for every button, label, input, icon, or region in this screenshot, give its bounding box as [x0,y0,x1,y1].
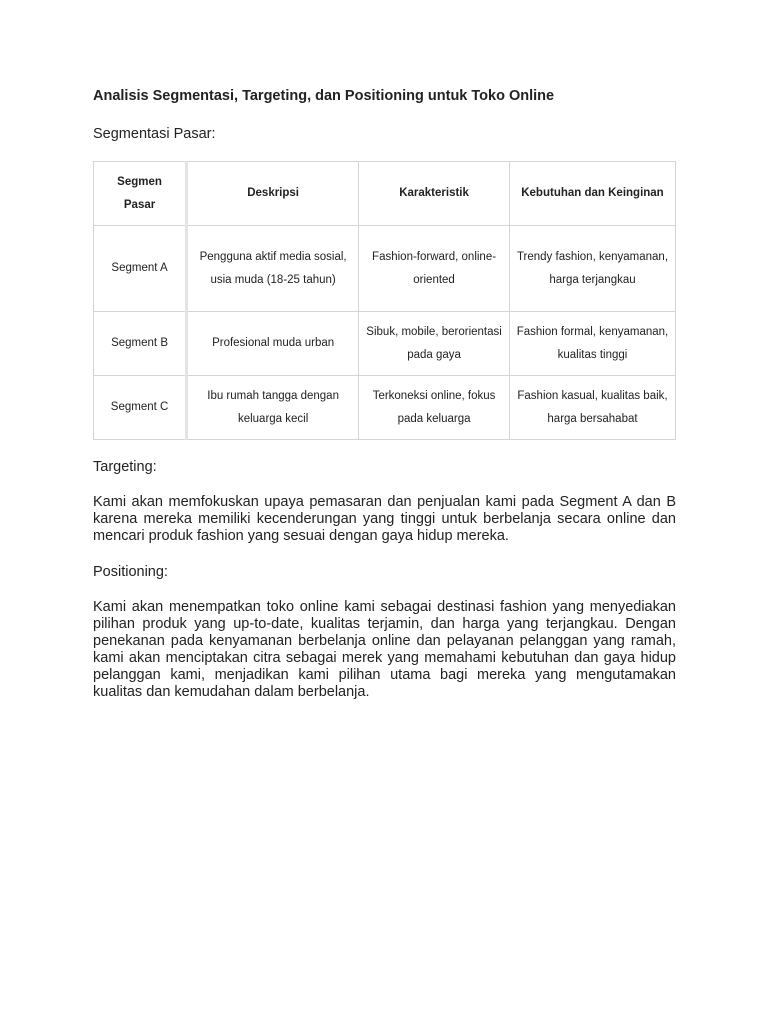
cell-description: Pengguna aktif media sosial, usia muda (18-25 tahun) [187,226,359,312]
column-header-segment: Segmen Pasar [94,162,187,226]
table-row [94,226,676,312]
cell-characteristics: Fashion-forward, online-oriented [359,226,510,312]
cell-segment: Segment B [94,312,187,376]
positioning-paragraph: Kami akan menempatkan toko online kami sebagai destinasi fashion yang menyediakan pilihan produk yang up-to-date, kualitas terjamin, dan harga yang terjangkau. Dengan penekanan pada kenyamanan berbelanja online dan pelayanan pelanggan yang ramah, kami akan menciptakan citra sebagai merek yang memahami kebutuhan dan gaya hidup pelanggan kami, menjadikan kami pilihan utama bagi mereka yang mengutamakan kualitas dan kemudahan dalam berbelanja. [93,599,676,700]
cell-characteristics: Terkoneksi online, fokus pada keluarga [359,376,510,440]
document-title: Analisis Segmentasi, Targeting, dan Positioning untuk Toko Online [93,88,555,104]
cell-description: Ibu rumah tangga dengan keluarga kecil [187,376,359,440]
table-row [94,312,676,376]
table-header-row [94,162,676,226]
cell-needs: Fashion kasual, kualitas baik, harga bersahabat [509,376,675,440]
column-header-needs: Kebutuhan dan Keinginan [509,162,675,226]
segmentation-table [93,161,676,440]
targeting-paragraph: Kami akan memfokuskan upaya pemasaran dan penjualan kami pada Segment A dan B karena mereka memiliki kecenderungan yang tinggi untuk berbelanja secara online dan mencari produk fashion yang sesuai dengan gaya hidup mereka. [93,494,676,544]
table-row [94,376,676,440]
cell-needs: Trendy fashion, kenyamanan, harga terjangkau [509,226,675,312]
column-header-characteristics: Karakteristik [359,162,510,226]
cell-characteristics: Sibuk, mobile, berorientasi pada gaya [359,312,510,376]
cell-description: Profesional muda urban [187,312,359,376]
column-header-description: Deskripsi [187,162,359,226]
cell-segment: Segment C [94,376,187,440]
segmentation-heading: Segmentasi Pasar: [93,126,216,142]
positioning-heading: Positioning: [93,564,168,580]
targeting-heading: Targeting: [93,459,157,475]
cell-needs: Fashion formal, kenyamanan, kualitas tinggi [509,312,675,376]
cell-segment: Segment A [94,226,187,312]
